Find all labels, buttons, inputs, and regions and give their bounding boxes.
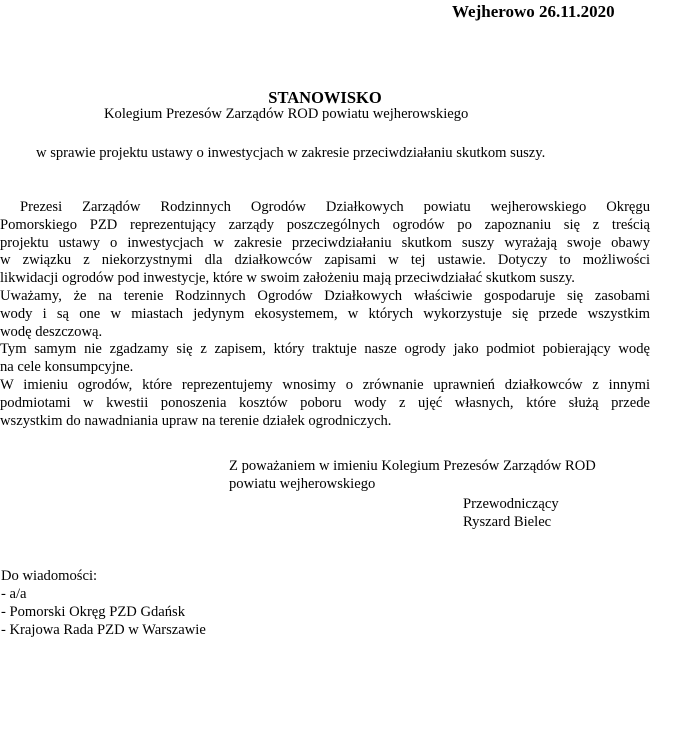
paragraph-line: projektu ustawy o inwestycjach w zakresie przeciwdziałaniu skutkom suszy wyrażają swoje obawy xyxy=(0,234,650,251)
paragraph-line: na cele konsumpcyjne. xyxy=(0,359,134,376)
paragraph-line: likwidacji ogrodów pod inwestycje, które w swoim założeniu mają przeciwdziałać skutkom suszy. xyxy=(0,270,575,287)
paragraph-line: Prezesi Zarządów Rodzinnych Ogrodów Działkowych powiatu wejherowskiego Okręgu xyxy=(20,199,650,215)
distribution-recipient: - Pomorski Okręg PZD Gdańsk xyxy=(1,603,186,620)
paragraph-line: Uważamy, że na terenie Rodzinnych Ogrodów Działkowych właściwie gospodaruje się zasobami xyxy=(0,287,650,304)
distribution-header: Do wiadomości: xyxy=(1,568,98,584)
document-subject: w sprawie projektu ustawy o inwestycjach w zakresie przeciwdziałaniu skutkom suszy. xyxy=(36,145,546,161)
closing-line-1: Z poważaniem w imieniu Kolegium Prezesów Zarządów ROD xyxy=(229,458,596,474)
paragraph-line: wszystkim do nawadniania upraw na terenie działek ogrodniczych. xyxy=(0,412,392,429)
paragraph-line: wodę deszczową. xyxy=(0,323,103,340)
paragraph-1 xyxy=(0,199,650,288)
distribution-recipient: - Krajowa Rada PZD w Warszawie xyxy=(1,621,206,638)
paragraph-line: W imieniu ogrodów, które reprezentujemy wnosimy o zrównanie uprawnień działkowców z innymi xyxy=(0,376,650,393)
paragraph-line: podmiotami w kwestii ponoszenia kosztów poboru wody z ujęć własnych, które służą przede xyxy=(0,394,650,411)
paragraph-line: Pomorskiego PZD reprezentujący zarządy poszczególnych ogrodów po zapoznaniu się z treścią xyxy=(0,216,650,233)
signatory-role: Przewodniczący xyxy=(463,496,559,512)
paragraph-line: w związku z niekorzystnymi dla działkowców zapisami w tej ustawie. Dotyczy to możliwości xyxy=(0,252,650,269)
document-subtitle: Kolegium Prezesów Zarządów ROD powiatu wejherowskiego xyxy=(104,106,469,122)
paragraph-line: wody i są one w miastach jedynym ekosystemem, w których wykorzystuje się przede wszystkim xyxy=(0,305,650,322)
closing-line-2: powiatu wejherowskiego xyxy=(229,476,376,492)
signatory-name: Ryszard Bielec xyxy=(463,514,552,530)
paragraph-line: Tym samym nie zgadzamy się z zapisem, który traktuje nasze ogrody jako podmiot pobierający wodę xyxy=(0,341,650,358)
distribution-list xyxy=(1,586,206,639)
document-title: STANOWISKO xyxy=(268,88,382,107)
place-date: Wejherowo 26.11.2020 xyxy=(452,2,615,21)
paragraph-4 xyxy=(0,377,650,430)
body-text xyxy=(0,199,650,430)
paragraph-3 xyxy=(0,341,650,377)
paragraph-2 xyxy=(0,288,650,341)
distribution-recipient: - a/a xyxy=(1,586,27,602)
